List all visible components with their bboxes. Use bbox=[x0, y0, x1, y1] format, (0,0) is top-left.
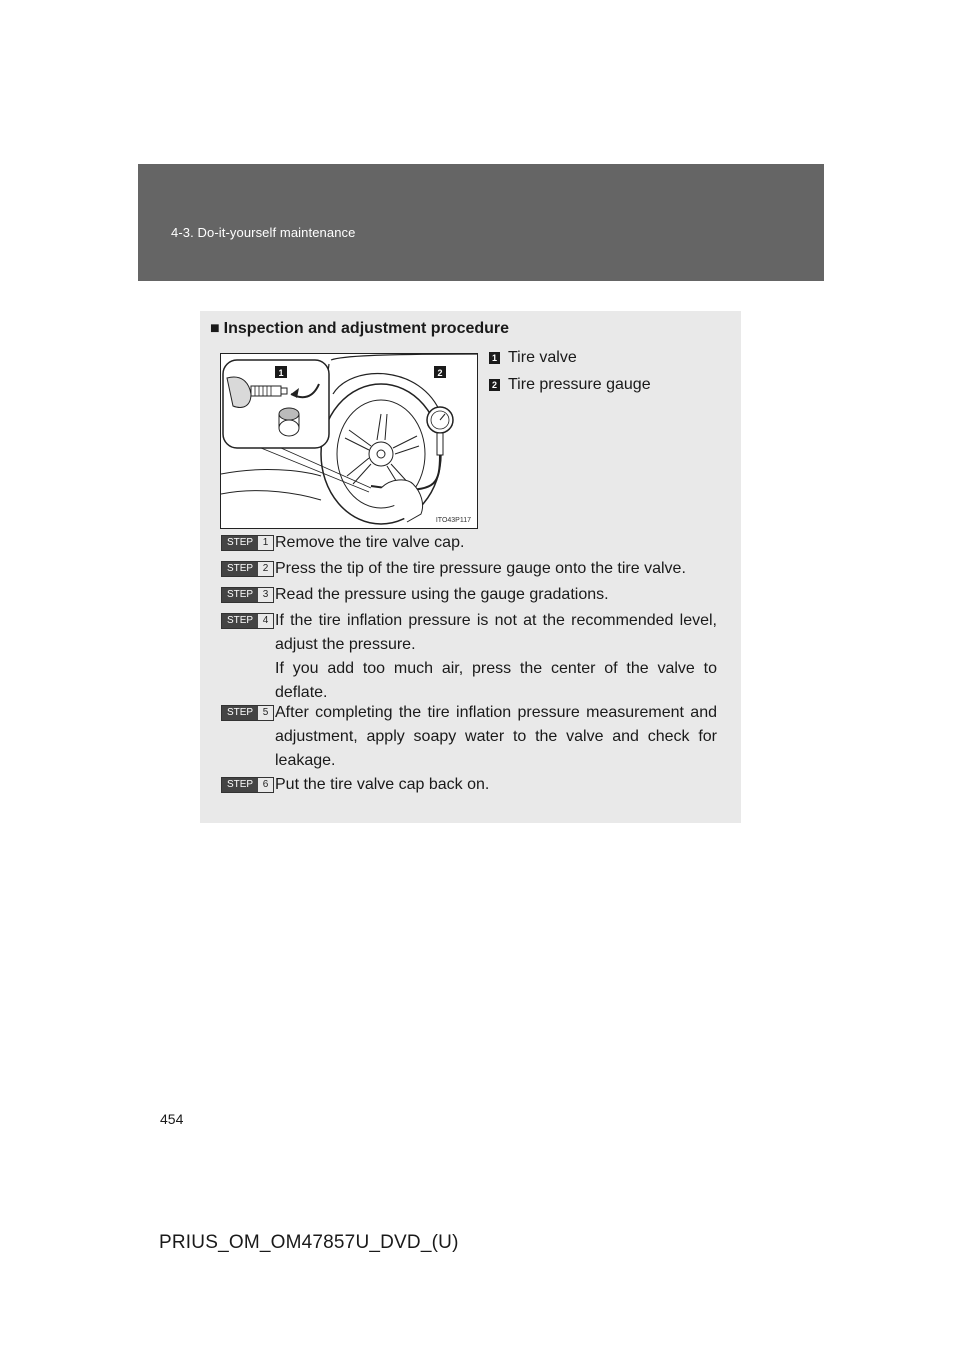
step-text bbox=[275, 531, 717, 555]
step-number: 5 bbox=[262, 707, 269, 718]
legend-label: Tire pressure gauge bbox=[508, 376, 651, 393]
step-number: 2 bbox=[262, 563, 269, 574]
legend-item-tire-valve bbox=[489, 349, 577, 367]
step-line: If you add too much air, press the center of the valve to deflate. bbox=[275, 660, 717, 701]
procedure-heading bbox=[210, 320, 509, 338]
square-bullet-icon: ■ bbox=[210, 320, 220, 337]
step-badge bbox=[221, 613, 274, 629]
step-badge bbox=[221, 777, 274, 793]
callout-2: 2 bbox=[437, 368, 443, 378]
step-line: Read the pressure using the gauge gradations. bbox=[275, 586, 609, 603]
step-word: STEP bbox=[222, 706, 258, 720]
illustration-code: ITO43P117 bbox=[435, 517, 471, 524]
step-number: 1 bbox=[262, 537, 269, 548]
section-title: 4-3. Do-it-yourself maintenance bbox=[171, 225, 356, 240]
step-line: Put the tire valve cap back on. bbox=[275, 776, 490, 793]
callout-1: 1 bbox=[278, 368, 284, 378]
step-word: STEP bbox=[222, 588, 258, 602]
step-line: After completing the tire inflation pressure measurement and adjustment, apply soapy water to the valve and check for leakage. bbox=[275, 704, 717, 769]
step-number: 4 bbox=[262, 615, 269, 626]
step-badge bbox=[221, 535, 274, 551]
step-line: Remove the tire valve cap. bbox=[275, 534, 465, 551]
step-word: STEP bbox=[222, 536, 258, 550]
section-header-bar bbox=[138, 164, 824, 281]
legend-item-tire-pressure-gauge bbox=[489, 376, 651, 394]
step-text bbox=[275, 557, 717, 581]
callout-number-icon: 1 bbox=[489, 352, 500, 364]
step-word: STEP bbox=[222, 614, 258, 628]
step-word: STEP bbox=[222, 562, 258, 576]
page-number: 454 bbox=[160, 1111, 184, 1127]
step-line: If the tire inflation pressure is not at the recommended level, adjust the pressure. bbox=[275, 612, 717, 653]
procedure-heading-text: Inspection and adjustment procedure bbox=[223, 320, 510, 337]
document-id: PRIUS_OM_OM47857U_DVD_(U) bbox=[159, 1232, 459, 1253]
step-badge bbox=[221, 587, 274, 603]
legend-label: Tire valve bbox=[508, 349, 577, 366]
procedure-box bbox=[200, 311, 741, 823]
step-number: 3 bbox=[262, 589, 269, 600]
step-text bbox=[275, 609, 717, 705]
step-badge bbox=[221, 561, 274, 577]
step-line: Press the tip of the tire pressure gauge onto the tire valve. bbox=[275, 560, 686, 577]
step-text bbox=[275, 773, 717, 797]
callout-number-icon: 2 bbox=[489, 379, 500, 391]
step-number: 6 bbox=[262, 779, 269, 790]
step-badge bbox=[221, 705, 274, 721]
tire-inspection-illustration bbox=[220, 353, 478, 529]
step-text bbox=[275, 583, 717, 607]
step-word: STEP bbox=[222, 778, 258, 792]
tire-pressure-drawing bbox=[221, 354, 477, 528]
step-text bbox=[275, 701, 717, 773]
